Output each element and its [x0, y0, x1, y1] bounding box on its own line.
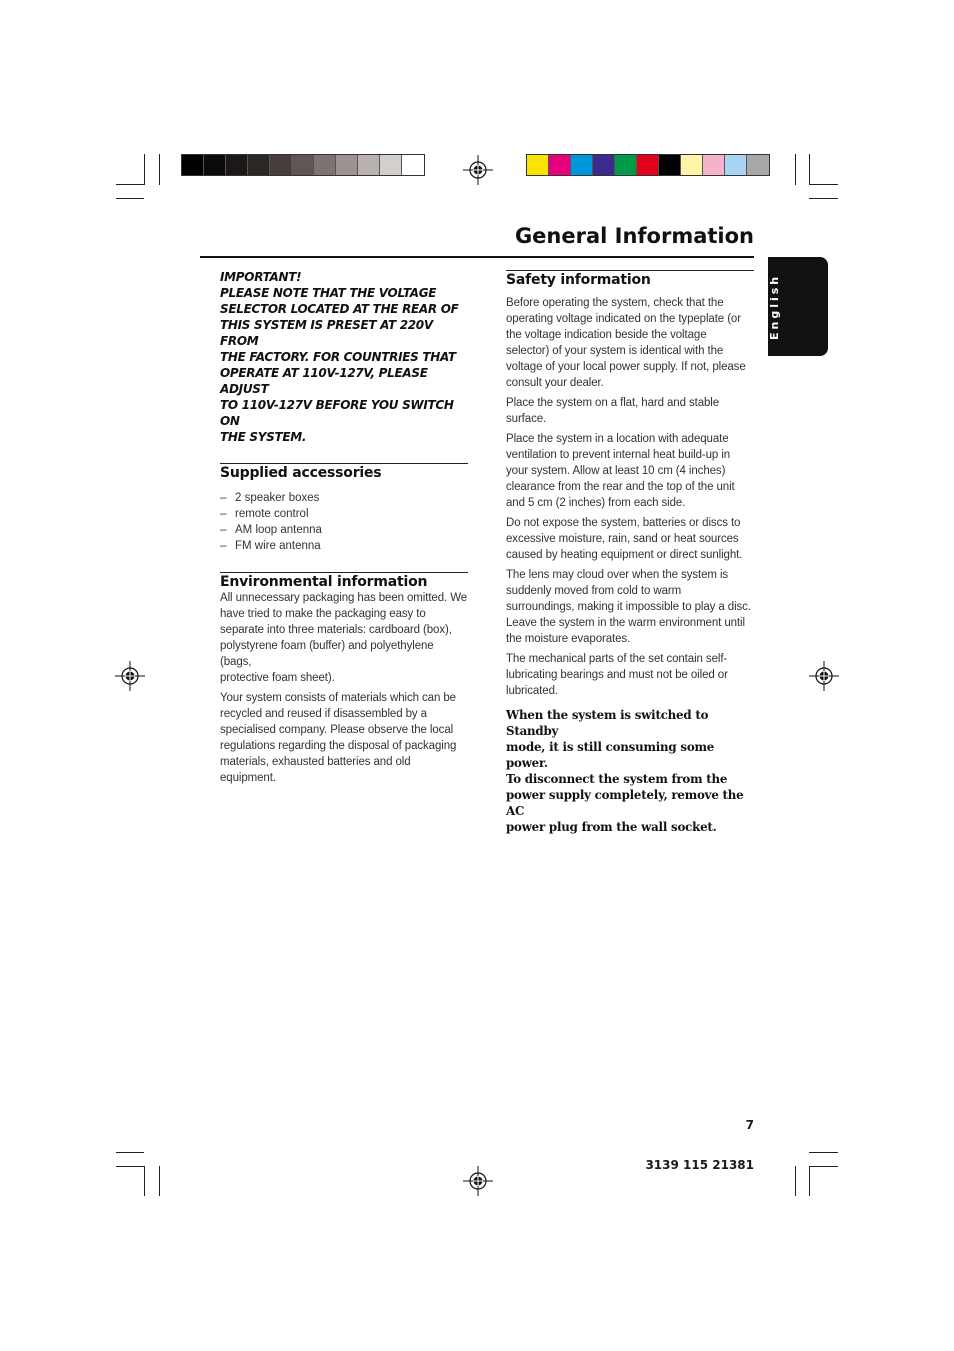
text-line: excessive moisture, rain, sand or heat sources	[506, 533, 739, 545]
text-line: clearance from the rear and the top of the unit	[506, 481, 735, 493]
crop-mark	[116, 1166, 144, 1167]
left-column	[220, 269, 468, 790]
important-line: OPERATE AT 110V-127V, PLEASE ADJUST	[220, 366, 428, 396]
color-swatch	[402, 155, 424, 175]
color-swatch	[725, 155, 747, 175]
color-swatch	[527, 155, 549, 175]
text-line: voltage of your local power supply. If not, please	[506, 361, 746, 373]
list-item-label: FM wire antenna	[235, 540, 321, 552]
color-swatch	[336, 155, 358, 175]
text-line: have tried to make the packaging easy to	[220, 608, 426, 620]
crop-mark	[809, 1166, 810, 1196]
text-line: regulations regarding the disposal of packaging	[220, 740, 457, 752]
right-column	[506, 270, 754, 835]
text-line: surface.	[506, 413, 547, 425]
important-line: TO 110V-127V BEFORE YOU SWITCH ON	[220, 398, 454, 428]
important-line: THIS SYSTEM IS PRESET AT 220V FROM	[220, 318, 433, 348]
crop-mark	[809, 154, 810, 185]
crop-mark	[795, 1166, 796, 1196]
text-line: Place the system on a flat, hard and stable	[506, 397, 720, 409]
crop-mark	[116, 1152, 144, 1153]
paragraph	[506, 515, 754, 563]
crop-mark	[159, 1166, 160, 1196]
paragraph	[506, 431, 754, 511]
text-line: All unnecessary packaging has been omitted. We	[220, 592, 468, 604]
text-line: the voltage indication beside the voltage	[506, 329, 707, 341]
crop-mark	[809, 198, 838, 199]
warning-line: power supply completely, remove the AC	[506, 788, 744, 818]
crop-mark	[116, 198, 144, 199]
color-swatch	[248, 155, 270, 175]
important-line: IMPORTANT!	[220, 270, 302, 284]
crop-mark	[116, 184, 144, 185]
text-line: equipment.	[220, 772, 276, 784]
section-rule	[220, 463, 468, 464]
paragraph	[506, 395, 754, 427]
text-line: protective foam sheet).	[220, 672, 335, 684]
document-code: 3139 115 21381	[645, 1158, 754, 1172]
text-line: the moisture evaporates.	[506, 633, 631, 645]
title-rule	[200, 256, 754, 258]
text-line: Do not expose the system, batteries or discs to	[506, 517, 741, 529]
page-number: 7	[745, 1118, 754, 1132]
color-swatch	[270, 155, 292, 175]
paragraph	[220, 590, 468, 686]
list-item-label: AM loop antenna	[235, 524, 322, 536]
crop-mark	[809, 1152, 838, 1153]
accessory-list	[220, 490, 468, 554]
color-swatch	[747, 155, 769, 175]
crop-mark	[144, 154, 145, 185]
color-swatch	[681, 155, 703, 175]
color-swatch	[571, 155, 593, 175]
crop-mark	[809, 184, 838, 185]
list-dash: –	[220, 492, 227, 504]
list-dash: –	[220, 540, 227, 552]
warning-line: mode, it is still consuming some power.	[506, 740, 715, 770]
color-swatch	[226, 155, 248, 175]
registration-target-icon	[463, 155, 493, 185]
paragraph	[506, 567, 754, 647]
important-line: PLEASE NOTE THAT THE VOLTAGE	[220, 286, 437, 300]
warning-line: To disconnect the system from the	[506, 772, 728, 786]
list-dash: –	[220, 524, 227, 536]
color-calibration-bar	[526, 154, 770, 176]
section-heading-safety: Safety information	[506, 272, 651, 288]
crop-mark	[144, 1166, 145, 1196]
list-item	[220, 506, 468, 522]
text-line: materials, exhausted batteries and old	[220, 756, 411, 768]
text-line: separate into three materials: cardboard (box),	[220, 624, 452, 636]
registration-target-icon	[115, 661, 145, 691]
page-title: General Information	[514, 224, 754, 248]
text-line: lubricating bearings and must not be oiled or	[506, 669, 728, 681]
text-line: your system. Allow at least 10 cm (4 inches)	[506, 465, 726, 477]
important-line: THE FACTORY. FOR COUNTRIES THAT	[220, 350, 456, 364]
crop-mark	[159, 154, 160, 185]
list-item-label: remote control	[235, 508, 309, 520]
section-rule	[506, 270, 754, 271]
crop-mark	[809, 1166, 838, 1167]
text-line: selector) of your system is identical with the	[506, 345, 724, 357]
color-swatch	[204, 155, 226, 175]
text-line: The mechanical parts of the set contain self-	[506, 653, 728, 665]
text-line: consult your dealer.	[506, 377, 604, 389]
section-heading-supplied-accessories: Supplied accessories	[220, 465, 382, 481]
important-line: THE SYSTEM.	[220, 430, 307, 444]
text-line: specialised company. Please observe the local	[220, 724, 454, 736]
warning-line: power plug from the wall socket.	[506, 820, 717, 834]
text-line: caused by heating equipment or direct sunlight.	[506, 549, 743, 561]
text-line: and 5 cm (2 inches) from each side.	[506, 497, 686, 509]
text-line: ventilation to prevent internal heat build-up in	[506, 449, 731, 461]
text-line: Place the system in a location with adequate	[506, 433, 729, 445]
warning-line: When the system is switched to Standby	[506, 708, 709, 738]
text-line: polystyrene foam (buffer) and polyethylene (bags,	[220, 640, 434, 668]
list-item	[220, 490, 468, 506]
text-line: Leave the system in the warm environment until	[506, 617, 745, 629]
section-heading-environmental: Environmental information	[220, 574, 428, 590]
text-line: Before operating the system, check that the	[506, 297, 724, 309]
registration-target-icon	[463, 1166, 493, 1196]
safety-body	[506, 295, 754, 699]
text-line: lubricated.	[506, 685, 558, 697]
important-line: SELECTOR LOCATED AT THE REAR OF	[220, 302, 459, 316]
text-line: surroundings, making it impossible to play a disc.	[506, 601, 751, 613]
color-swatch	[314, 155, 336, 175]
crop-mark	[795, 154, 796, 185]
text-line: suddenly moved from cold to warm	[506, 585, 682, 597]
grayscale-calibration-bar	[181, 154, 425, 176]
list-item	[220, 538, 468, 554]
language-tab-label: English	[768, 273, 781, 341]
paragraph	[220, 690, 468, 786]
color-swatch	[358, 155, 380, 175]
text-line: recycled and reused if disassembled by a	[220, 708, 427, 720]
color-swatch	[703, 155, 725, 175]
color-swatch	[182, 155, 204, 175]
section-rule	[220, 572, 468, 573]
list-item-label: 2 speaker boxes	[235, 492, 320, 504]
environmental-body	[220, 590, 468, 786]
standby-warning	[506, 707, 754, 835]
paragraph	[506, 295, 754, 391]
registration-target-icon	[809, 661, 839, 691]
color-swatch	[593, 155, 615, 175]
important-notice	[220, 269, 468, 445]
text-line: The lens may cloud over when the system is	[506, 569, 729, 581]
color-swatch	[659, 155, 681, 175]
text-line: operating voltage indicated on the typeplate (or	[506, 313, 741, 325]
list-dash: –	[220, 508, 227, 520]
color-swatch	[380, 155, 402, 175]
paragraph	[506, 651, 754, 699]
color-swatch	[615, 155, 637, 175]
color-swatch	[549, 155, 571, 175]
text-line: Your system consists of materials which can be	[220, 692, 456, 704]
list-item	[220, 522, 468, 538]
color-swatch	[292, 155, 314, 175]
color-swatch	[637, 155, 659, 175]
